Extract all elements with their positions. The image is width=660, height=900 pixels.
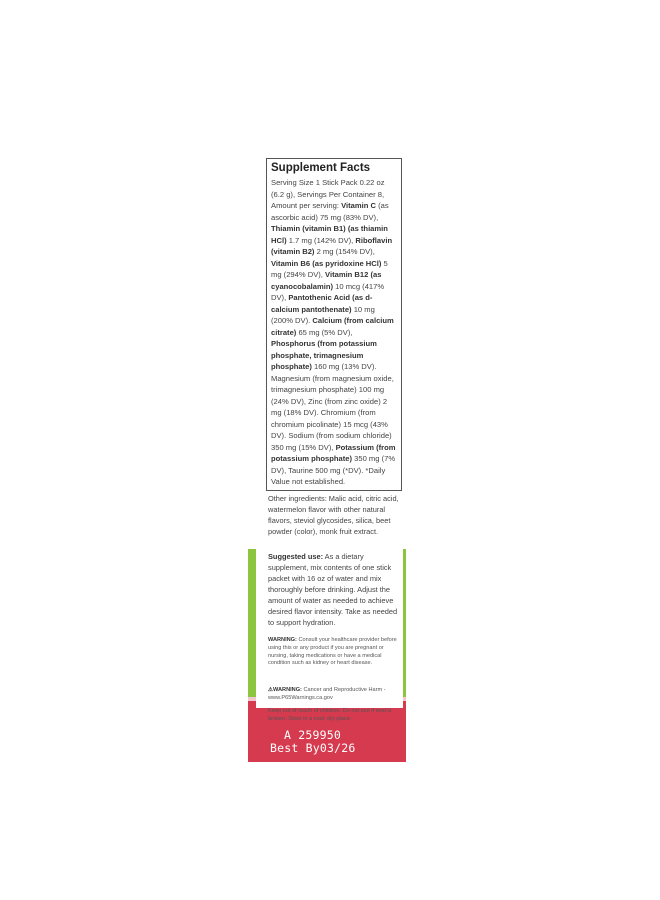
nutrient-detail: 2 mg (18% DV). — [271, 396, 388, 417]
nutrient-name-plain: Sodium (from sodium chloride) — [288, 431, 392, 440]
nutrient-name: Pantothenic Acid (as d-calcium pantothenate) — [271, 293, 373, 314]
suggested-use-text: As a dietary supplement, mix contents of one stick packet with 16 oz of water and mix thoroughly before drinking. Adjust the amount of water as needed to achieve desired flavor intensity. Take as needed to support hydration. — [268, 552, 398, 627]
best-by-date: Best By03/26 — [270, 741, 356, 755]
nutrient-name: (vitamin B1) (as thiamin HCl) — [271, 224, 388, 245]
suggested-use-label: Suggested use: — [268, 552, 324, 561]
nutrient-name: Vitamin B12 (as cyanocobalamin) — [271, 270, 382, 291]
nutrient-detail: 2 mg (154% DV), — [314, 247, 375, 256]
nutrient-detail: 5 mg (294% DV), — [271, 258, 388, 279]
nutrient-detail: 65 mg (5% DV), — [296, 327, 353, 337]
supplement-facts-box — [266, 158, 402, 491]
nutrient-name: Riboflavin (vitamin B2) — [271, 235, 393, 256]
nutrient-name: Phosphorus (from potassium phosphate, trimagnesium phosphate) — [271, 339, 377, 371]
lot-number: A 259950 — [284, 728, 341, 742]
prop65-label: ⚠WARNING: — [268, 687, 302, 693]
nutrient-name-plain: Magnesium (from magnesium oxide, trimagnesium phosphate) — [271, 373, 394, 394]
label-panel — [256, 143, 403, 722]
warning-label: WARNING: — [268, 637, 297, 643]
nutrient-detail: 1.7 mg (142% DV), — [286, 235, 356, 245]
prop65-body: Cancer and Reproductive Harm - www.P65Warnings.ca.gov — [268, 687, 386, 701]
nutrient-name-plain: Chromium (from chromium picolinate) — [271, 408, 376, 429]
lot-code-print — [270, 729, 400, 755]
nutrient-name: Vitamin B6 (as pyridoxine HCl) — [271, 258, 382, 268]
warning-text — [268, 637, 402, 668]
nutrient-detail: 10 mg (200% DV). — [271, 304, 375, 325]
supplement-facts-title: Supplement Facts — [271, 162, 371, 174]
nutrient-detail: 160 mg (13% DV). — [311, 362, 377, 371]
nutrient-detail: 100 mg (24% DV), — [271, 385, 385, 406]
nutrient-detail: 350 mg (7% DV), — [271, 454, 396, 475]
nutrient-name-plain: Taurine — [288, 465, 314, 475]
nutrient-name: Calcium (from calcium citrate) — [271, 316, 394, 337]
other-ingredients: Other ingredients: Malic acid, citric acid, watermelon flavor with other natural flavors, steviol glycosides, silica, beet powder (color), monk fruit extract. — [268, 494, 399, 536]
nutrient-detail: 350 mg (15% DV), — [271, 442, 336, 452]
nutrient-name-plain: Zinc (from zinc oxide) — [308, 396, 381, 406]
nutrient-detail: (as ascorbic acid) 75 mg (83% DV), — [271, 201, 389, 222]
nutrient-detail: 10 mcg (417% DV), — [271, 281, 385, 302]
nutrient-name: Potassium (from potassium phosphate) — [271, 442, 396, 463]
serving-info: Serving Size 1 Stick Pack 0.22 oz (6.2 g), Servings Per Container 8, Amount per serving: — [271, 178, 385, 210]
nutrient-name: Thiamin — [271, 224, 301, 233]
nutrient-detail: 500 mg (*DV). *Daily Value not established. — [271, 465, 386, 486]
nutrient-name: Vitamin C — [341, 201, 376, 210]
suggested-use — [268, 551, 402, 628]
nutrient-detail: 15 mcg (43% DV). — [271, 419, 388, 440]
prop65-warning — [268, 687, 402, 703]
keep-out-notice: Keep out of reach of children. Do not use if seal is broken. Store in a cool, dry place. — [268, 708, 392, 722]
product-package-side-panel — [248, 141, 406, 762]
supplement-facts-body — [271, 177, 397, 488]
warning-body: Consult your healthcare provider before using this or any product if you are pregnant or nursing, taking medications or have a medical condition such as kidney or heart disease. — [268, 637, 397, 667]
